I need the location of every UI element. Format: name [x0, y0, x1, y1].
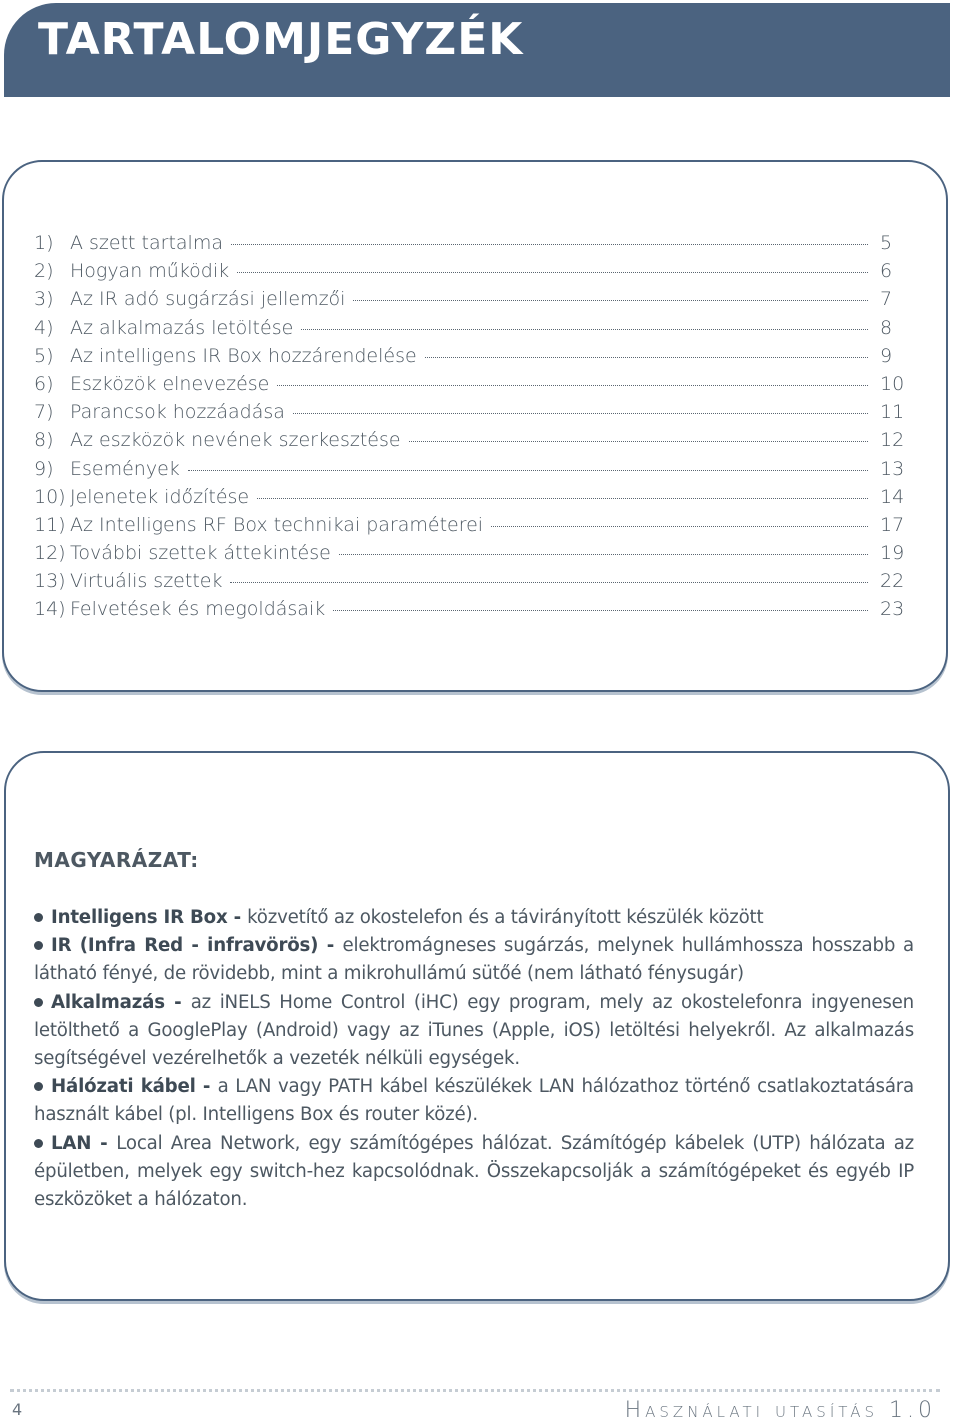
toc-leader-dots [231, 244, 868, 245]
header-bar [4, 3, 950, 97]
toc-item-page: 5 [880, 232, 893, 254]
toc-item-title: Parancsok hozzáadása [70, 401, 285, 424]
toc-item-title: Az alkalmazás letöltése [70, 316, 294, 339]
toc-item-page: 19 [880, 542, 905, 565]
toc-item-title: Események [70, 457, 180, 480]
toc-leader-dots [277, 385, 868, 386]
bullet-icon [34, 1082, 43, 1091]
toc-item-title: További szettek áttekintése [70, 542, 331, 565]
footer-divider [10, 1389, 940, 1392]
toc-leader-dots [257, 498, 868, 499]
toc-item[interactable] [34, 429, 912, 457]
toc-item-page: 11 [880, 401, 905, 424]
toc-item-number: 10) [34, 485, 66, 508]
toc-item[interactable] [34, 401, 912, 429]
toc-item-title: Eszközök elnevezése [70, 372, 270, 395]
toc-leader-dots [409, 441, 868, 442]
legend-entry [34, 989, 914, 1074]
legend-term: Intelligens IR Box - [51, 907, 248, 928]
toc-item[interactable] [34, 486, 912, 514]
toc-item-number: 8) [34, 429, 54, 452]
toc-leader-dots [301, 329, 868, 330]
toc-item-number: 5) [34, 344, 54, 367]
toc-leader-dots [339, 554, 868, 555]
toc-item-title: Virtuális szettek [70, 570, 223, 593]
toc-leader-dots [353, 300, 868, 301]
legend-entry [34, 1130, 914, 1215]
toc-list [34, 232, 912, 627]
legend-entry [34, 904, 914, 932]
toc-item-page: 14 [880, 485, 905, 508]
legend-definition: közvetítő az okostelefon és a távirányított készülék között [247, 907, 764, 928]
toc-item[interactable] [34, 260, 912, 288]
toc-leader-dots [425, 357, 868, 358]
legend-entry [34, 1073, 914, 1129]
toc-item-title: Jelenetek időzítése [70, 485, 250, 508]
legend-definition: elektromágneses sugárzás, melynek hullámhossza hosszabb a látható fényé, de rövidebb, mint a mikrohullámú sütőé (nem látható fénysugár) [34, 935, 914, 985]
bullet-icon [34, 941, 43, 950]
toc-leader-dots [333, 610, 868, 611]
toc-item-number: 14) [34, 598, 66, 621]
toc-item-number: 2) [34, 260, 54, 283]
legend-term: IR (Infra Red - infravörös) - [51, 935, 343, 957]
toc-item-number: 11) [34, 513, 66, 536]
toc-item-page: 22 [880, 570, 905, 593]
toc-item-title: Az eszközök nevének szerkesztése [70, 429, 401, 452]
toc-item[interactable] [34, 345, 912, 373]
toc-leader-dots [491, 526, 868, 527]
toc-item-page: 23 [880, 598, 905, 621]
toc-item-number: 1) [34, 232, 54, 254]
toc-leader-dots [188, 470, 868, 471]
toc-item[interactable] [34, 288, 912, 316]
toc-item-number: 3) [34, 288, 54, 311]
legend-term: Alkalmazás - [51, 991, 191, 1013]
bullet-icon [34, 1139, 43, 1148]
toc-item-title: Az Intelligens RF Box technikai paraméterei [70, 513, 484, 536]
toc-item-page: 17 [880, 513, 905, 536]
toc-item[interactable] [34, 570, 912, 598]
toc-item-number: 13) [34, 570, 66, 593]
page-number: 4 [12, 1400, 23, 1419]
toc-item-title: Az IR adó sugárzási jellemzői [70, 288, 346, 311]
legend-term: LAN - [51, 1132, 117, 1154]
toc-item-page: 13 [880, 457, 905, 480]
bullet-icon [34, 998, 43, 1007]
toc-item-number: 12) [34, 542, 66, 565]
legend-entry [34, 932, 914, 988]
legend-definition: a LAN vagy PATH kábel készülékek LAN hálózathoz történő csatlakoztatására használt kábel (pl. Intelligens Box és router közé). [34, 1076, 914, 1126]
toc-item[interactable] [34, 542, 912, 570]
toc-item[interactable] [34, 373, 912, 401]
toc-item-title: A szett tartalma [70, 232, 223, 254]
toc-item-page: 10 [880, 372, 905, 395]
toc-item-number: 7) [34, 401, 54, 424]
toc-item-page: 7 [880, 288, 893, 311]
legend-definition: az iNELS Home Control (iHC) egy program, mely az okostelefonra ingyenesen letölthető a GooglePlay (Android) vagy az iTunes (Apple, iOS) letöltési helyekről. Az alkalmazás segítségével vezérelhetők a vezeték nélküli egységek. [34, 991, 914, 1070]
legend-definition: Local Area Network, egy számítógépes hálózat. Számítógép kábelek (UTP) hálózata az épületben, melyek egy switch-hez kapcsolódnak. Összekapcsolják a számítógépeket és egyéb IP eszközöket a hálózaton. [34, 1132, 914, 1211]
toc-leader-dots [237, 272, 868, 273]
toc-item-number: 4) [34, 316, 54, 339]
footer-title: Használati utasítás 1.0 [624, 1398, 936, 1423]
toc-item-page: 8 [880, 316, 893, 339]
toc-item[interactable] [34, 232, 912, 260]
bullet-icon [34, 913, 43, 922]
toc-item-number: 6) [34, 372, 54, 395]
toc-item[interactable] [34, 458, 912, 486]
toc-item[interactable] [34, 317, 912, 345]
toc-item[interactable] [34, 598, 912, 626]
legend-term: Hálózati kábel - [51, 1076, 218, 1098]
toc-item-number: 9) [34, 457, 54, 480]
page-title: TARTALOMJEGYZÉK [38, 14, 524, 65]
legend-text [34, 904, 914, 1214]
toc-item[interactable] [34, 514, 912, 542]
toc-item-page: 12 [880, 429, 905, 452]
toc-item-page: 9 [880, 344, 893, 367]
toc-item-title: Felvetések és megoldásaik [70, 598, 326, 621]
toc-leader-dots [293, 413, 868, 414]
toc-item-title: Az intelligens IR Box hozzárendelése [70, 344, 417, 367]
legend-heading: MAGYARÁZAT: [34, 848, 199, 872]
toc-leader-dots [230, 582, 868, 583]
toc-item-page: 6 [880, 260, 893, 283]
toc-item-title: Hogyan működik [70, 260, 230, 283]
